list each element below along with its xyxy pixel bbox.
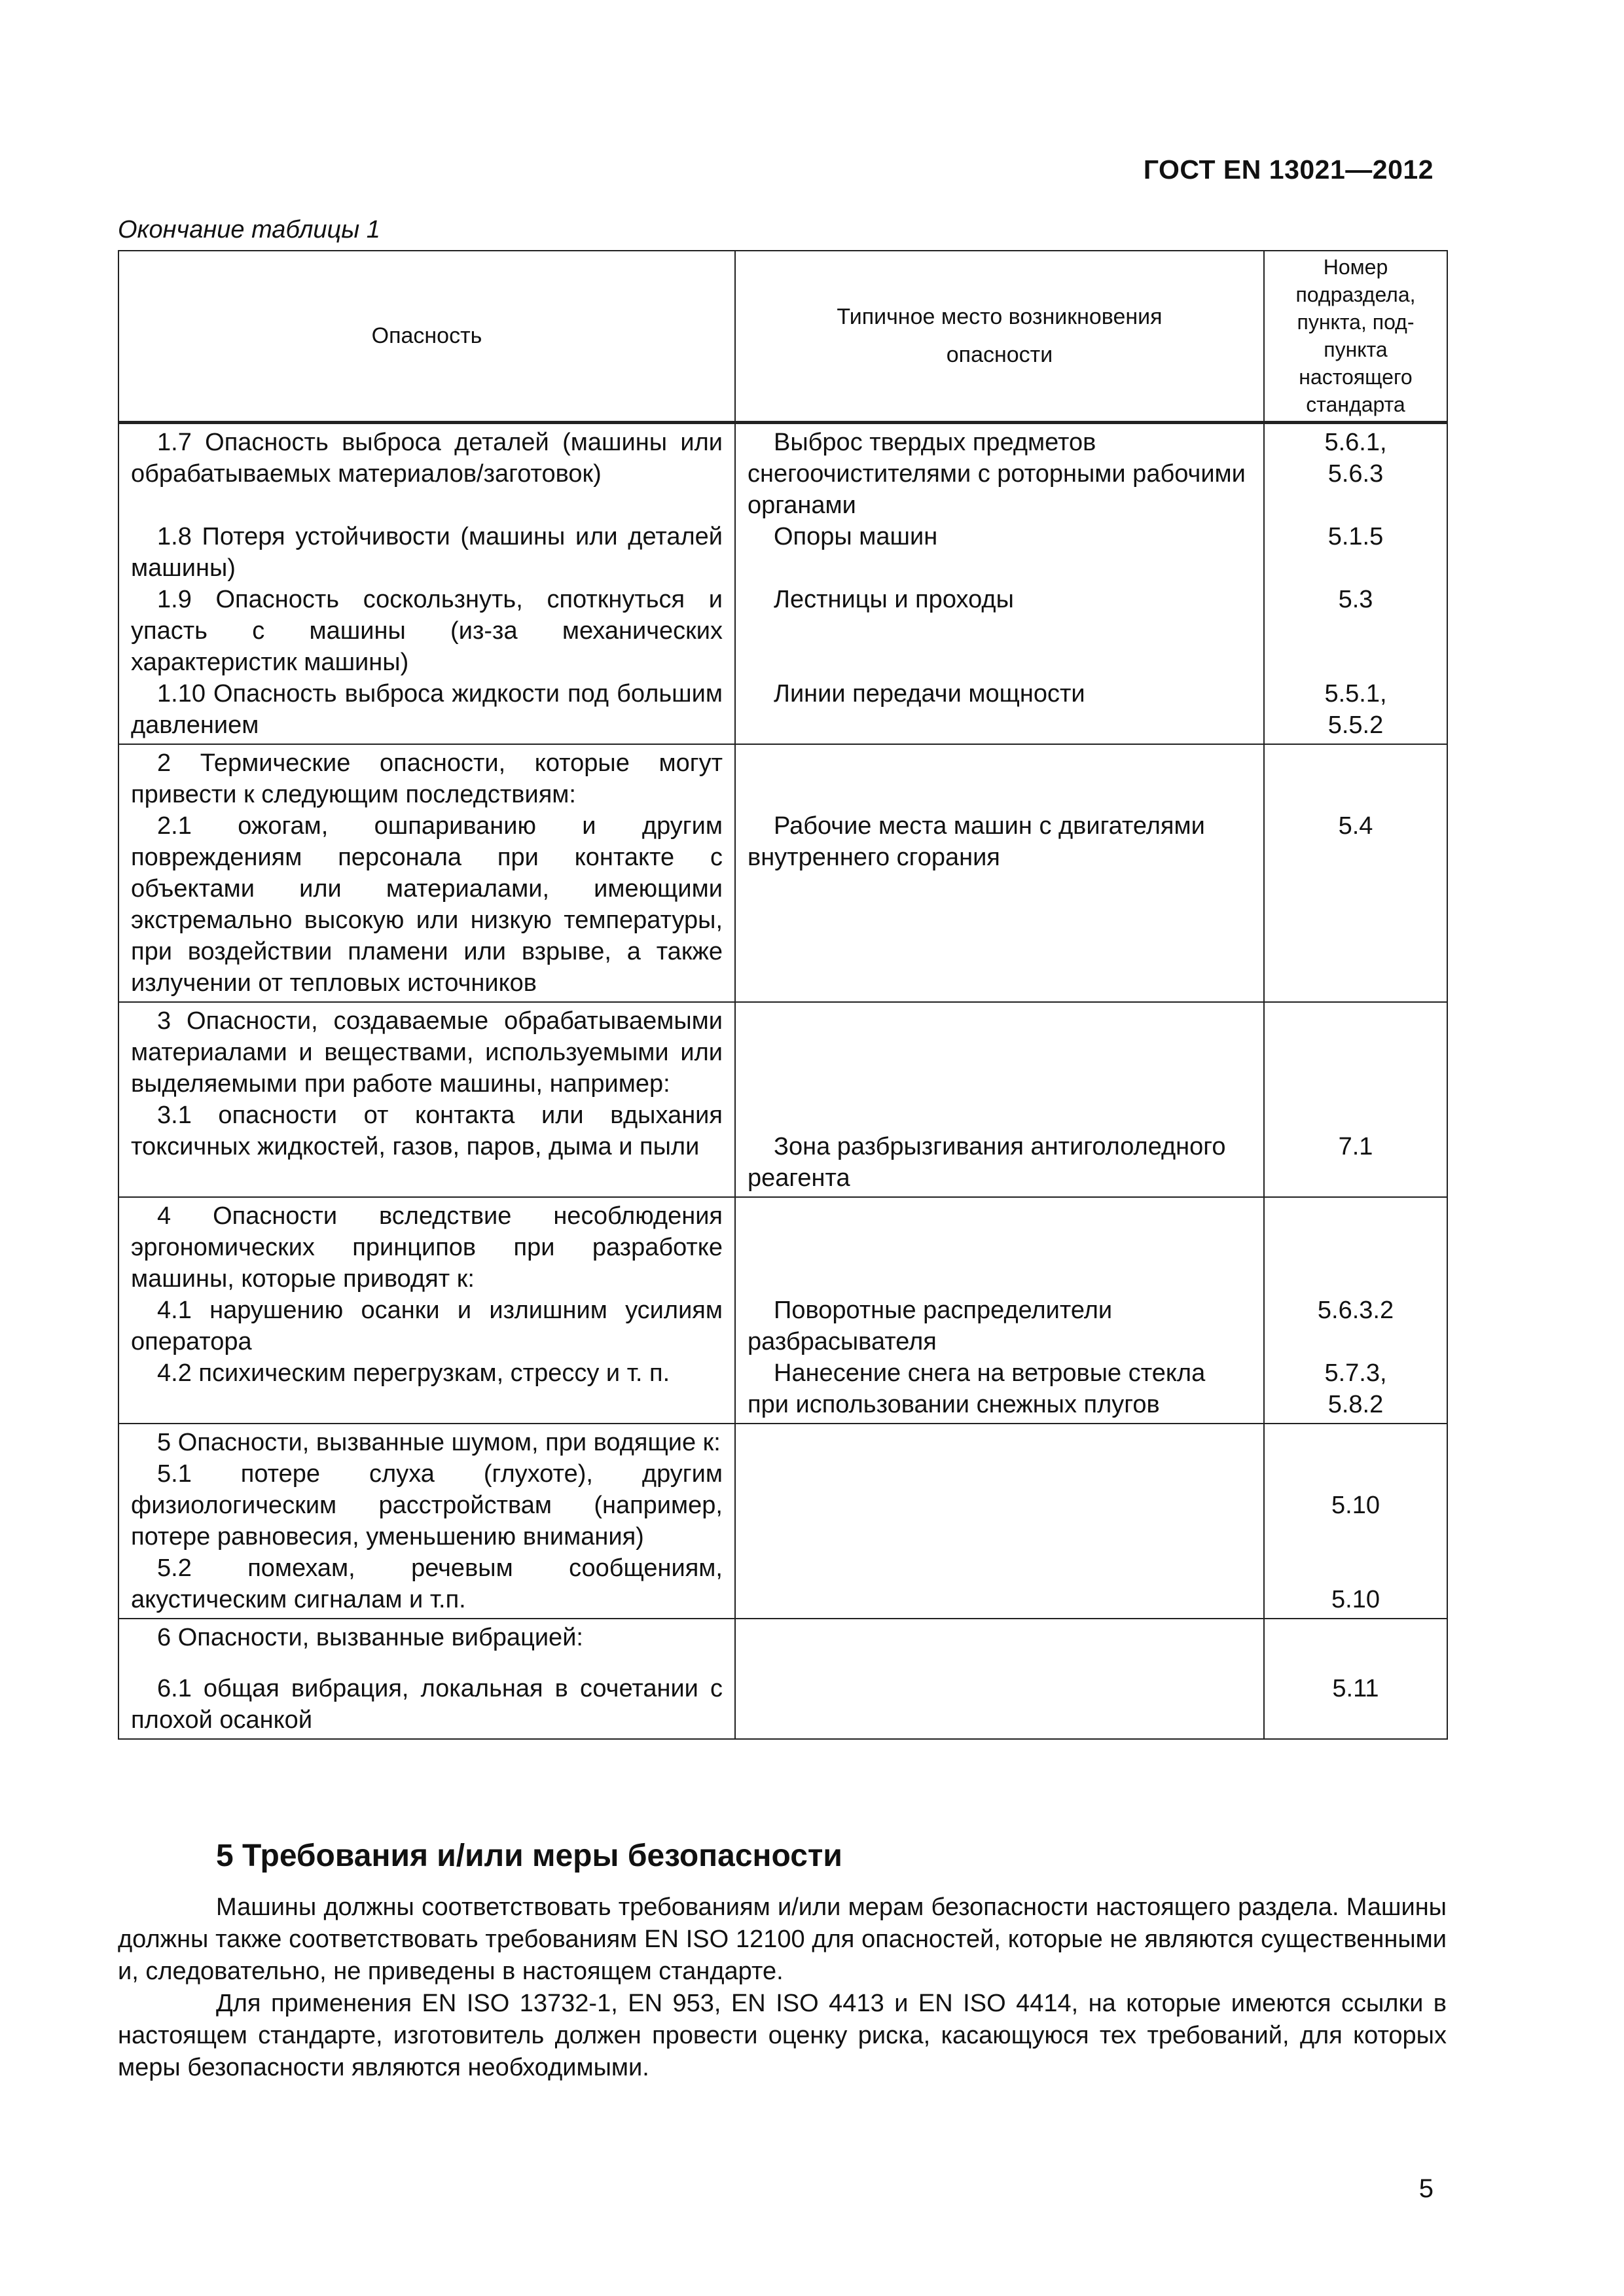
number-cell: 5.6.3.2 5.7.3, 5.8.2 [1264,1197,1447,1424]
hazard-cell: 5 Опасности, вызванные шумом, при водящие к: 5.1 потере слуха (глухоте), другим физиологическим расстройствам (например, потере равновесия, уменьшению внимания) 5.2 помехам, речевым сообщениям, акустическим сигналам и т.п. [118,1424,735,1619]
document-code: ГОСТ EN 13021—2012 [1143,154,1434,185]
hazard-cell: 6 Опасности, вызванные вибрацией: 6.1 общая вибрация, локальная в сочетании с плохой осанкой [118,1619,735,1739]
location-cell: Поворотные распределители разбрасывателя Нанесение снега на ветровые стекла при использовании снежных плугов [735,1197,1264,1424]
column-header-number: Номер подраздела, пункта, под- пункта настоящего стандарта [1264,251,1447,422]
paragraph: Машины должны соответствовать требованиям и/или мерам безопасности настоящего раздела. Машины должны также соответствовать требованиям EN ISO 12100 для опасностей, которые не являются существенными и, следовательно, не приведены в настоящем стандарте. [118,1893,1447,1985]
table-row [118,1619,1447,1739]
number-cell: 5.10 5.10 [1264,1424,1447,1619]
number-cell: 5.4 [1264,744,1447,1002]
column-header-hazard: Опасность [118,251,735,422]
paragraph: Для применения EN ISO 13732-1, EN 953, EN ISO 4413 и EN ISO 4414, на которые имеются ссылки в настоящем стандарте, изготовитель должен провести оценку риска, касающуюся тех требований, для которых меры безопасности являются необходимыми. [118,1990,1447,2081]
hazard-cell: 2 Термические опасности, которые могут привести к следующим последствиям: 2.1 ожогам, ошпариванию и другим повреждениям персонала при контакте с объектами или материалами, имеющими экстремально высокую или низкую температуры, при воздействии пламени или взрыве, а также излучении от тепловых источников [118,744,735,1002]
table-header-row [118,251,1447,422]
table-row [118,1424,1447,1619]
section-heading: 5 Требования и/или меры безопасности [216,1839,842,1873]
location-cell: Зона разбрызгивания антигололедного реагента [735,1002,1264,1197]
hazard-cell: 1.7 Опасность выброса деталей (машины или обрабатываемых материалов/заготовок) 1.8 Потеря устойчивости (машины или деталей машины) 1.9 Опасность соскользнуть, споткнуться и упасть с машины (из-за механических характеристик машины) 1.10 Опасность выброса жидкости под большим давлением [118,422,735,744]
number-cell: 5.11 [1264,1619,1447,1739]
location-cell [735,1619,1264,1739]
table-row [118,1002,1447,1197]
table-row [118,422,1447,744]
hazard-cell: 4 Опасности вследствие несоблюдения эргономических принципов при разработке машины, которые приводят к: 4.1 нарушению осанки и излишним усилиям оператора 4.2 психическим перегрузкам, стрессу и т. п. [118,1197,735,1424]
location-cell: Выброс твердых предметов снегоочистителями с роторными рабочими органами Опоры машин Лестницы и проходы Линии передачи мощности [735,422,1264,744]
table-caption: Окончание таблицы 1 [118,216,380,243]
number-cell: 5.6.1, 5.6.3 5.1.5 5.3 5.5.1, 5.5.2 [1264,422,1447,744]
section-body [118,1892,1447,2084]
column-header-location: Типичное место возникновения опасности [735,251,1264,422]
table-row [118,744,1447,1002]
number-cell: 7.1 [1264,1002,1447,1197]
page-number: 5 [1418,2174,1434,2203]
hazard-table [118,250,1448,1740]
location-cell: Рабочие места машин с двигателями внутреннего сгорания [735,744,1264,1002]
table-row [118,1197,1447,1424]
hazard-cell: 3 Опасности, создаваемые обрабатываемыми материалами и веществами, используемыми или выделяемыми при работе машины, например: 3.1 опасности от контакта или вдыхания токсичных жидкостей, газов, паров, дыма и пыли [118,1002,735,1197]
location-cell [735,1424,1264,1619]
